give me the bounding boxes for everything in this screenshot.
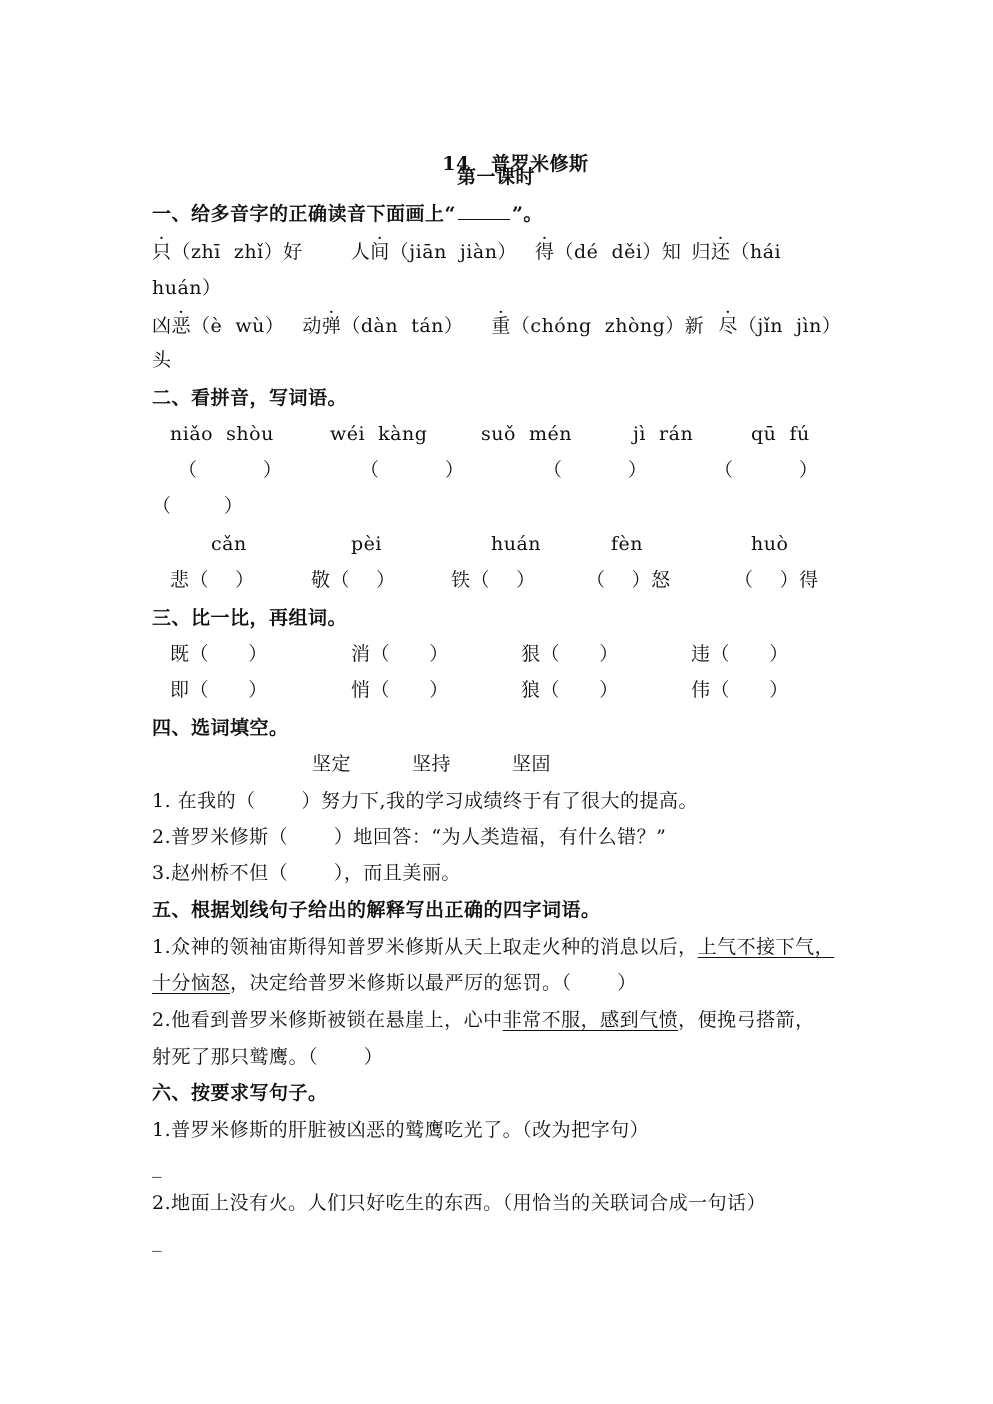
pinyin-item: cǎn <box>211 533 247 555</box>
pinyin-item: fèn <box>611 533 644 555</box>
section-4-heading: 四、选词填空。 <box>152 717 289 739</box>
pinyin-item: wéi kàng <box>330 423 428 445</box>
question-line: 2.普罗米修斯（ ）地回答：“为人类造福，有什么错？” <box>152 826 667 848</box>
compare-item: 既（ ） <box>170 643 268 665</box>
polyphone-char: 间 <box>370 241 390 263</box>
compare-item: 违（ ） <box>691 643 789 665</box>
lesson-number: 14 <box>442 153 470 175</box>
section-3-heading: 三、比一比，再组词。 <box>152 607 348 629</box>
polyphone-char: 只 <box>152 241 172 263</box>
pinyin-item: jì rán <box>633 423 694 445</box>
question-line: 1.普罗米修斯的肝脏被凶恶的鹫鹰吃光了。（改为把字句） <box>152 1119 650 1141</box>
section-1-heading: 一、给多音字的正确读音下面画上“ ”。 <box>152 203 543 225</box>
section-2-heading: 二、看拼音，写词语。 <box>152 387 348 409</box>
polyphone-char: 尽 <box>718 315 738 337</box>
pinyin-item: huò <box>751 533 789 555</box>
compare-item: 狼（ ） <box>521 679 619 701</box>
question-line: 2.地面上没有火。人们只好吃生的东西。（用恰当的关联词合成一句话） <box>152 1192 767 1214</box>
s1-line-1: 只（zhī zhǐ）好 人间（jiān jiàn） 得（dé děi）知 归还（hái <box>152 241 782 263</box>
s1-line-1-cont: huán） <box>152 277 222 299</box>
question-line: 3.赵州桥不但（ ），而且美丽。 <box>152 862 461 884</box>
question-line: 1.众神的领袖宙斯得知普罗米修斯从天上取走火种的消息以后，上气不接下气， <box>152 936 835 958</box>
pinyin-item: pèi <box>351 533 382 555</box>
section-6-heading: 六、按要求写句子。 <box>152 1082 328 1104</box>
compare-item: 狠（ ） <box>521 643 619 665</box>
word-blank: 铁（ ） <box>451 569 536 591</box>
compare-item: 即（ ） <box>170 679 268 701</box>
word-blank: （ ）得 <box>734 569 819 591</box>
page-subtitle: 第一课时 <box>456 166 535 188</box>
s1-line-2-cont: 头 <box>152 349 172 371</box>
polyphone-char: 得 <box>534 241 555 263</box>
answer-paren: （ ） <box>178 459 283 481</box>
word-blank: （ ）怒 <box>586 569 671 591</box>
word-option: 坚定 <box>312 753 352 775</box>
answer-paren: （ ） <box>360 459 465 481</box>
question-line: 射死了那只鹫鹰。（ ） <box>152 1046 384 1068</box>
polyphone-char: 弹 <box>321 315 342 337</box>
lesson-title: 普罗米修斯 <box>491 153 589 175</box>
compare-item: 悄（ ） <box>351 679 449 701</box>
question-line: 2.他看到普罗米修斯被锁在悬崖上，心中非常不服，感到气愤，便挽弓搭箭， <box>152 1009 815 1031</box>
polyphone-char: 重 <box>491 315 511 337</box>
s1-line-2: 凶恶（è wù） 动弹（dàn tán） 重（chóng zhòng）新 尽（jǐn jìn） <box>152 315 842 337</box>
word-option: 坚持 <box>412 753 452 775</box>
answer-paren: （ ） <box>543 459 648 481</box>
answer-line: _ <box>152 1230 162 1252</box>
word-option: 坚固 <box>512 753 552 775</box>
underlined-phrase: 上气不接下气， <box>697 936 835 958</box>
answer-paren: （ ） <box>714 459 819 481</box>
compare-item: 伟（ ） <box>691 679 789 701</box>
word-blank: 敬（ ） <box>311 569 396 591</box>
underlined-phrase: 非常不服，感到气愤 <box>502 1009 679 1031</box>
pinyin-item: niǎo shòu <box>170 423 274 445</box>
pinyin-item: suǒ mén <box>481 423 573 445</box>
pinyin-item: qū fú <box>751 423 810 445</box>
pinyin-item: huán <box>491 533 542 555</box>
answer-paren: （ ） <box>152 495 244 517</box>
answer-blank-mark <box>458 203 510 220</box>
polyphone-char: 还 <box>710 241 731 263</box>
question-line: 十分恼怒，决定给普罗米修斯以最严厉的惩罚。（ ） <box>152 972 637 994</box>
word-blank: 悲（ ） <box>170 569 255 591</box>
polyphone-char: 恶 <box>171 315 192 337</box>
underlined-phrase: 十分恼怒 <box>152 972 231 994</box>
answer-line: _ <box>152 1156 162 1178</box>
compare-item: 消（ ） <box>351 643 449 665</box>
section-5-heading: 五、根据划线句子给出的解释写出正确的四字词语。 <box>152 899 601 921</box>
question-line: 1. 在我的（ ）努力下,我的学习成绩终于有了很大的提高。 <box>152 790 698 812</box>
